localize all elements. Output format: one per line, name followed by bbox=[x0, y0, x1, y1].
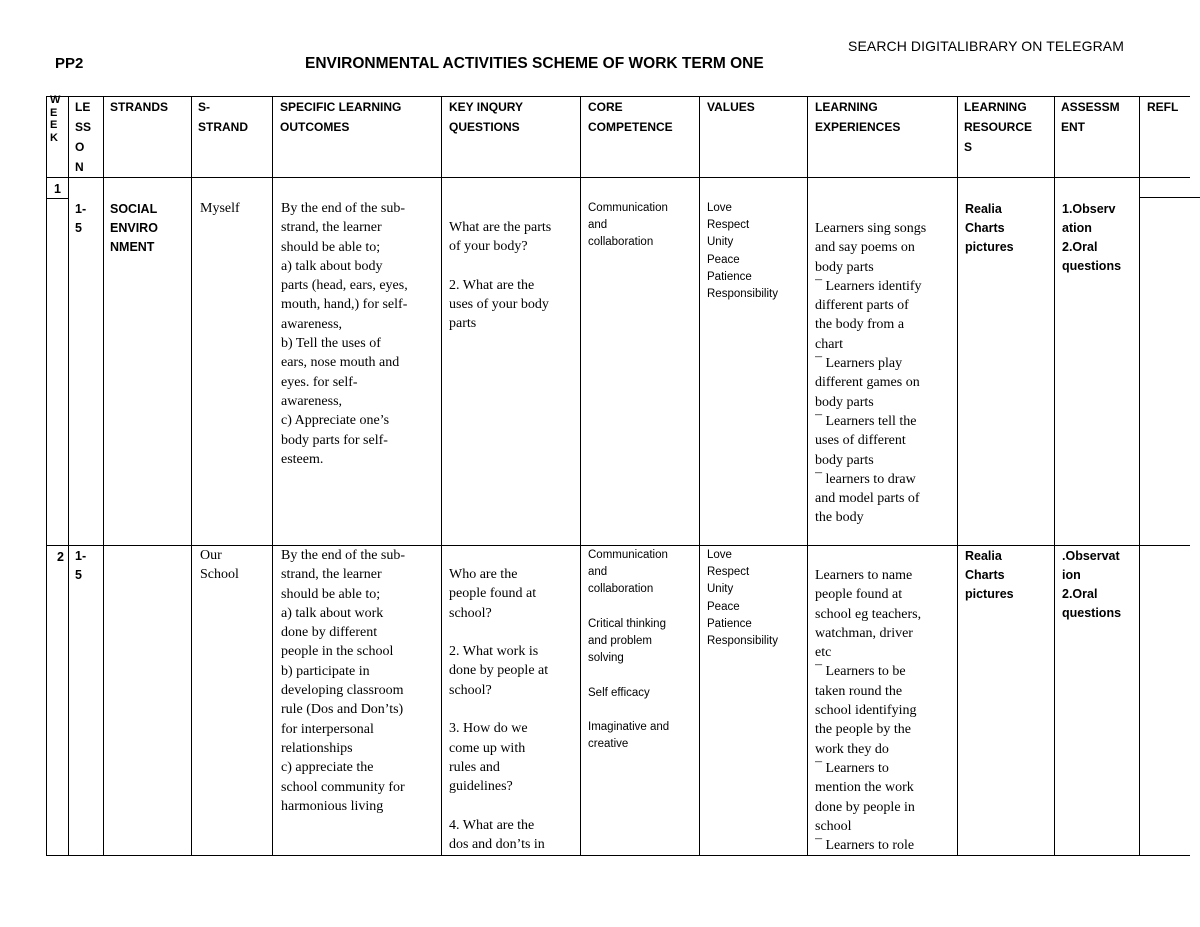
column-divider bbox=[1139, 96, 1140, 856]
column-divider bbox=[46, 96, 47, 856]
row1-inner-line bbox=[1139, 197, 1200, 198]
telegram-search-note: SEARCH DIGITALIBRARY ON TELEGRAM bbox=[848, 38, 1125, 54]
header-learning-experiences: LEARNING EXPERIENCES bbox=[815, 100, 901, 134]
learning-experiences: Learners to name people found at school eg teachers, watchman, driver etc ¯ Learners to be taken round the school identifying the people by the work they do ¯ Learners to mention the work done by people in school ¯ Learners to role bbox=[815, 568, 922, 853]
table-border-bottom bbox=[46, 855, 1190, 856]
header-week: W E E K bbox=[50, 94, 61, 144]
header-values: VALUES bbox=[707, 100, 755, 114]
header-learning-resources: LEARNING RESOURCE S bbox=[964, 100, 1033, 154]
column-divider bbox=[580, 96, 581, 856]
document-title: ENVIRONMENTAL ACTIVITIES SCHEME OF WORK TERM ONE bbox=[305, 55, 764, 72]
header-core-competence: CORE COMPETENCE bbox=[588, 100, 673, 134]
learning-experiences: Learners sing songs and say poems on body parts ¯ Learners identify different parts of the body from a chart ¯ Learners play different games on body parts ¯ Learners tell the uses of different body parts ¯ learners to draw and model parts of the body bbox=[815, 221, 927, 526]
core-competence: Communication and collaboration bbox=[588, 202, 668, 249]
assessment-methods: 1.Observ ation 2.Oral questions bbox=[1062, 202, 1122, 273]
document-code: PP2 bbox=[55, 55, 84, 72]
column-divider bbox=[103, 96, 104, 856]
core-competence: Communication and collaboration Critical thinking and problem solving Self efficacy Imaginative and creative bbox=[588, 549, 670, 751]
header-lesson: LE SS O N bbox=[75, 100, 92, 174]
lesson-range: 1- 5 bbox=[75, 202, 87, 235]
header-assessment: ASSESSM ENT bbox=[1061, 100, 1120, 134]
column-divider bbox=[1054, 96, 1055, 856]
column-divider bbox=[957, 96, 958, 856]
values-list: Love Respect Unity Peace Patience Responsibility bbox=[707, 202, 778, 301]
week-number: 2 bbox=[57, 550, 64, 564]
learning-resources: Realia Charts pictures bbox=[965, 549, 1014, 601]
column-divider bbox=[441, 96, 442, 856]
column-divider bbox=[699, 96, 700, 856]
assessment-methods: .Observat ion 2.Oral questions bbox=[1062, 549, 1122, 620]
row1-inner-line bbox=[46, 198, 68, 199]
header-specific-outcomes: SPECIFIC LEARNING OUTCOMES bbox=[280, 100, 402, 134]
values-list: Love Respect Unity Peace Patience Responsibility bbox=[707, 549, 778, 648]
column-divider bbox=[807, 96, 808, 856]
specific-learning-outcomes: By the end of the sub- strand, the learner should be able to; a) talk about body parts (head, ears, eyes, mouth, hand,) for self- awareness, b) Tell the uses of ears, nose mouth and eyes. for self- awareness, c) Appreciate one’s body parts for self- esteem. bbox=[281, 201, 408, 467]
sub-strand-name: Myself bbox=[200, 201, 240, 216]
column-divider bbox=[191, 96, 192, 856]
column-divider bbox=[68, 96, 69, 856]
header-reflection: REFL bbox=[1147, 100, 1179, 114]
column-divider bbox=[272, 96, 273, 856]
learning-resources: Realia Charts pictures bbox=[965, 202, 1014, 254]
key-inquiry-questions: What are the parts of your body? 2. What are the uses of your body parts bbox=[449, 220, 552, 332]
sub-strand-name: Our School bbox=[200, 548, 239, 583]
header-bottom-line bbox=[46, 177, 1190, 178]
header-strands: STRANDS bbox=[110, 100, 169, 114]
strand-name bbox=[110, 547, 190, 855]
header-sub-strand: S- STRAND bbox=[198, 100, 248, 134]
week-number: 1 bbox=[54, 182, 61, 196]
key-inquiry-questions: Who are the people found at school? 2. What work is done by people at school? 3. How do we come up with rules and guidelines? 4. What are the dos and don’ts in bbox=[449, 567, 549, 853]
specific-learning-outcomes: By the end of the sub- strand, the learner should be able to; a) talk about work done by different people in the school b) participate in developing classroom rule (Dos and Don’ts) for interpersonal relationships c) appreciate the school community for harmonious living bbox=[281, 548, 406, 814]
header-key-inquiry-questions: KEY INQURY QUESTIONS bbox=[449, 100, 524, 134]
lesson-range: 1- 5 bbox=[75, 549, 87, 582]
strand-name: SOCIAL ENVIRO NMENT bbox=[110, 202, 158, 254]
